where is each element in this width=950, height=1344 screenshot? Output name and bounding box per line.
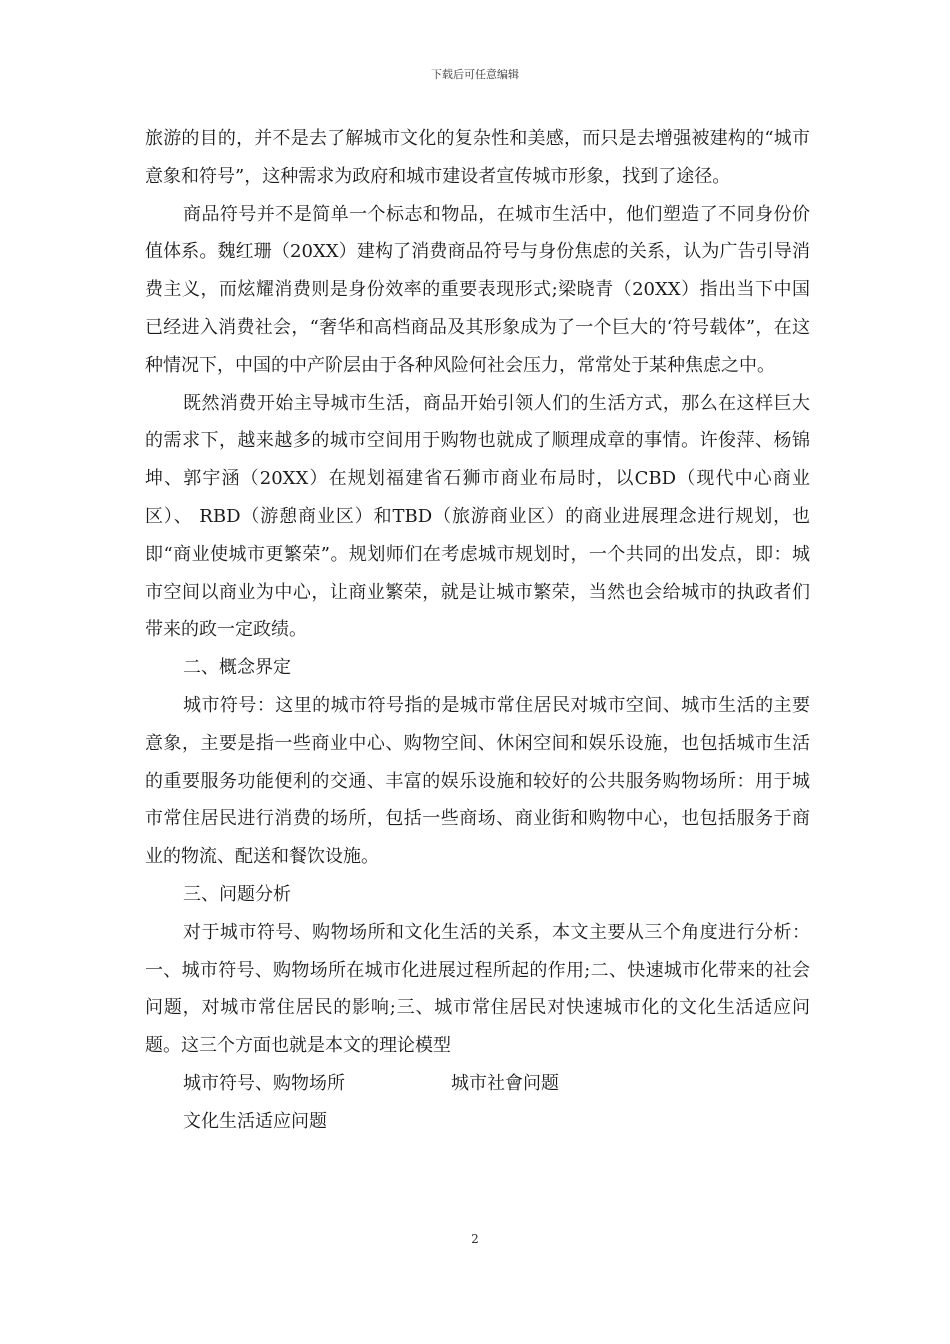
model-item-social: 城市社會问题 [451, 1072, 559, 1094]
paragraph-3: 既然消费开始主导城市生活，商品开始引领人们的生活方式，那么在这样巨大的需求下，越来越多的城市空间用于购物也就成了顺理成章的事情。许俊萍、杨锦坤、郭宇涵（20XX）在规划福建省石狮市商业布局时，以CBD（现代中心商业区）、 RBD（游憩商业区）和TBD（旅游商业区）的商业进展理念进行规划，也即“商业使城市更繁荣”。规划师们在考虑城市规划时，一个共同的出发点，即：城市空间以商业为中心，让商业繁荣，就是让城市繁荣，当然也会给城市的执政者们带来的政一定政绩。 [145, 392, 810, 641]
page-header: 下载后可任意编辑 [431, 68, 519, 81]
section-heading-analysis: 三、问题分析 [183, 883, 291, 905]
paragraph-5: 对于城市符号、购物场所和文化生活的关系，本文主要从三个角度进行分析：一、城市符号、购物场所在城市化进展过程所起的作用;二、快速城市化带来的社会问题，对城市常住居民的影响;三、城市常住居民对快速城市化的文化生活适应问题。这三个方面也就是本文的理论模型 [145, 921, 810, 1057]
section-heading-concepts: 二、概念界定 [183, 657, 291, 679]
paragraph-4: 城市符号：这里的城市符号指的是城市常住居民对城市空间、城市生活的主要意象，主要是指一些商业中心、购物空间、休闲空间和娱乐设施，也包括城市生活的重要服务功能便利的交通、丰富的娱乐设施和较好的公共服务购物场所：用于城市常住居民进行消费的场所，包括一些商场、商业街和购物中心，也包括服务于商业的物流、配送和餐饮设施。 [145, 694, 810, 868]
model-row-1 [145, 1065, 810, 1103]
paragraph-2: 商品符号并不是简单一个标志和物品，在城市生活中，他们塑造了不同身份价值体系。魏红珊（20XX）建构了消费商品符号与身份焦虑的关系，认为广告引导消费主义，而炫耀消费则是身份效率的重要表现形式;梁晓青（20XX）指出当下中国已经进入消费社会，“奢华和高档商品及其形象成为了一个巨大的‘符号载体”，在这种情况下，中国的中产阶层由于各种风险何社会压力，常常处于某种焦虑之中。 [145, 203, 810, 376]
model-row-2 [145, 1103, 810, 1141]
page-number: 2 [471, 1232, 479, 1246]
model-item-culture: 文化生活适应问题 [183, 1110, 327, 1132]
document-body [145, 120, 810, 1141]
model-item-symbols: 城市符号、购物场所 [183, 1072, 345, 1094]
paragraph-1: 旅游的目的，并不是去了解城市文化的复杂性和美感，而只是去增强被建构的“城市意象和符号”，这种需求为政府和城市建设者宣传城市形象，找到了途径。 [145, 128, 810, 187]
